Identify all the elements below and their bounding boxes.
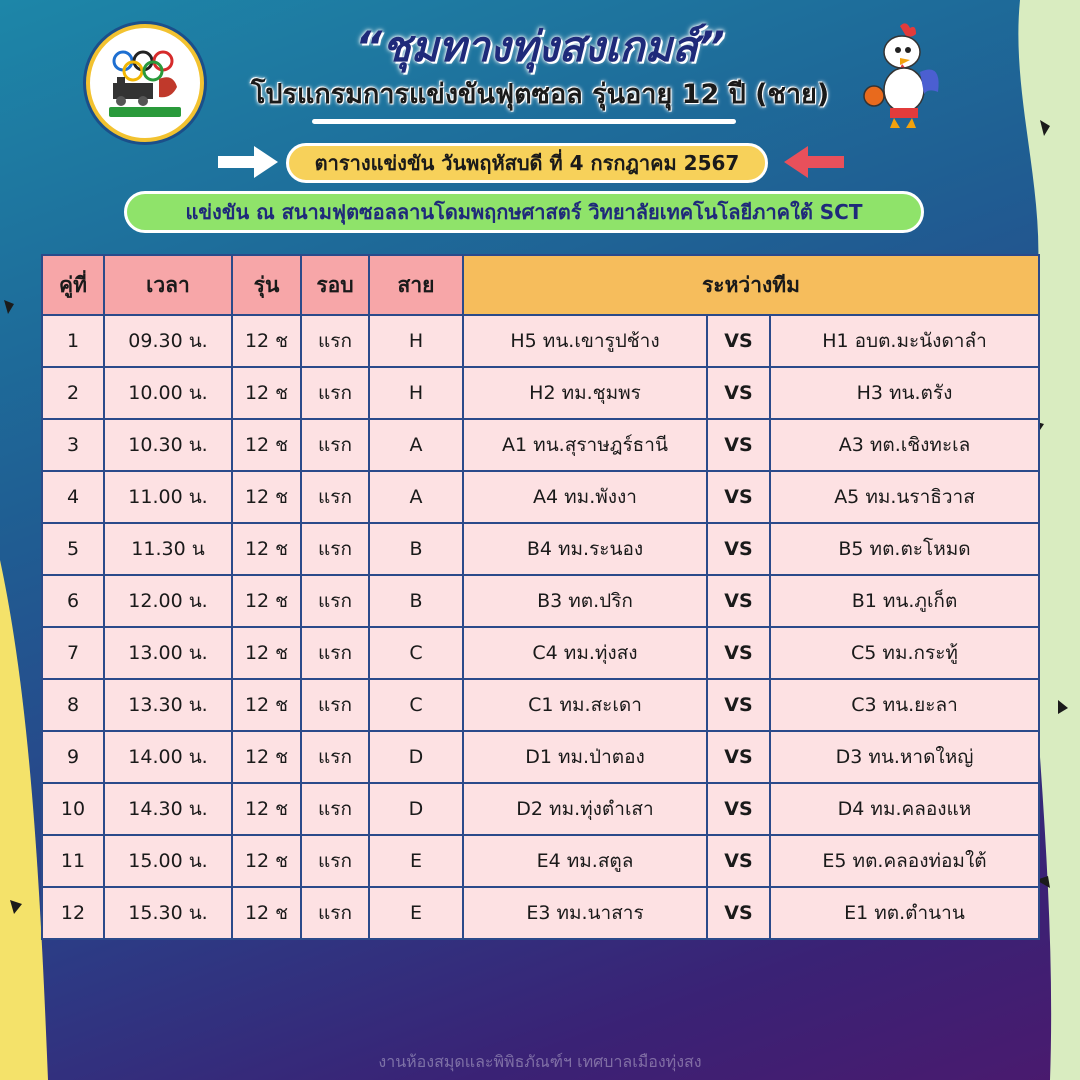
round-cell: แรก [301, 315, 369, 367]
table-row [42, 783, 1039, 835]
group-cell: D [369, 731, 463, 783]
team-b-cell: C5 ทม.กระทู้ [770, 627, 1039, 679]
vs-cell: VS [707, 679, 770, 731]
schedule-date-label: ตารางแข่งขัน วันพฤหัสบดี ที่ 4 กรกฎาคม 2567 [286, 143, 768, 183]
match-no-cell: 5 [42, 523, 104, 575]
team-b-cell: H3 ทน.ตรัง [770, 367, 1039, 419]
match-no-cell: 11 [42, 835, 104, 887]
match-no-cell: 12 [42, 887, 104, 939]
class-cell: 12 ช [232, 783, 301, 835]
time-cell: 15.00 น. [104, 835, 232, 887]
round-cell: แรก [301, 887, 369, 939]
table-row [42, 575, 1039, 627]
table-header-row [42, 255, 1039, 315]
team-a-cell: A4 ทม.พังงา [463, 471, 707, 523]
time-cell: 10.00 น. [104, 367, 232, 419]
program-subtitle: โปรแกรมการแข่งขันฟุตซอล รุ่นอายุ 12 ปี (ชาย) [250, 79, 830, 110]
table-row [42, 315, 1039, 367]
time-cell: 13.30 น. [104, 679, 232, 731]
group-cell: B [369, 523, 463, 575]
match-no-cell: 7 [42, 627, 104, 679]
class-cell: 12 ช [232, 367, 301, 419]
match-no-cell: 9 [42, 731, 104, 783]
time-cell: 14.30 น. [104, 783, 232, 835]
vs-cell: VS [707, 731, 770, 783]
round-cell: แรก [301, 575, 369, 627]
team-b-cell: D3 ทน.หาดใหญ่ [770, 731, 1039, 783]
group-cell: D [369, 783, 463, 835]
class-cell: 12 ช [232, 679, 301, 731]
team-b-cell: E5 ทต.คลองท่อมใต้ [770, 835, 1039, 887]
team-b-cell: A5 ทม.นราธิวาส [770, 471, 1039, 523]
event-title: “ชุมทางทุ่งสงเกมส์” [355, 22, 725, 71]
header-class: รุ่น [232, 255, 301, 315]
time-cell: 14.00 น. [104, 731, 232, 783]
vs-cell: VS [707, 575, 770, 627]
team-a-cell: B3 ทต.ปริก [463, 575, 707, 627]
table-row [42, 419, 1039, 471]
team-b-cell: B5 ทต.ตะโหมด [770, 523, 1039, 575]
header-group: สาย [369, 255, 463, 315]
team-a-cell: C1 ทม.สะเดา [463, 679, 707, 731]
time-cell: 10.30 น. [104, 419, 232, 471]
group-cell: B [369, 575, 463, 627]
team-b-cell: H1 อบต.มะนังดาลำ [770, 315, 1039, 367]
round-cell: แรก [301, 419, 369, 471]
match-no-cell: 4 [42, 471, 104, 523]
class-cell: 12 ช [232, 523, 301, 575]
team-a-cell: E4 ทม.สตูล [463, 835, 707, 887]
team-b-cell: A3 ทต.เชิงทะเล [770, 419, 1039, 471]
team-a-cell: D1 ทม.ป่าตอง [463, 731, 707, 783]
match-no-cell: 6 [42, 575, 104, 627]
group-cell: C [369, 679, 463, 731]
group-cell: A [369, 419, 463, 471]
round-cell: แรก [301, 627, 369, 679]
table-body [42, 315, 1039, 939]
team-a-cell: E3 ทม.นาสาร [463, 887, 707, 939]
team-a-cell: H2 ทม.ชุมพร [463, 367, 707, 419]
round-cell: แรก [301, 783, 369, 835]
team-b-cell: C3 ทน.ยะลา [770, 679, 1039, 731]
class-cell: 12 ช [232, 627, 301, 679]
match-no-cell: 10 [42, 783, 104, 835]
group-cell: H [369, 315, 463, 367]
group-cell: C [369, 627, 463, 679]
header-match-no: คู่ที่ [42, 255, 104, 315]
table-row [42, 887, 1039, 939]
venue-label: แข่งขัน ณ สนามฟุตซอลลานโดมพฤกษศาสตร์ วิทยาลัยเทคโนโลยีภาคใต้ SCT [124, 191, 924, 233]
match-no-cell: 3 [42, 419, 104, 471]
table-row [42, 835, 1039, 887]
team-b-cell: D4 ทม.คลองแห [770, 783, 1039, 835]
vs-cell: VS [707, 419, 770, 471]
time-cell: 11.00 น. [104, 471, 232, 523]
table-row [42, 731, 1039, 783]
match-no-cell: 8 [42, 679, 104, 731]
class-cell: 12 ช [232, 575, 301, 627]
arrow-right-icon [216, 142, 280, 182]
match-no-cell: 1 [42, 315, 104, 367]
table-row [42, 679, 1039, 731]
round-cell: แรก [301, 523, 369, 575]
group-cell: H [369, 367, 463, 419]
round-cell: แรก [301, 367, 369, 419]
class-cell: 12 ช [232, 471, 301, 523]
team-a-cell: H5 ทน.เขารูปช้าง [463, 315, 707, 367]
vs-cell: VS [707, 887, 770, 939]
class-cell: 12 ช [232, 731, 301, 783]
group-cell: E [369, 887, 463, 939]
team-b-cell: E1 ทต.ตำนาน [770, 887, 1039, 939]
class-cell: 12 ช [232, 315, 301, 367]
class-cell: 12 ช [232, 835, 301, 887]
team-a-cell: C4 ทม.ทุ่งสง [463, 627, 707, 679]
time-cell: 12.00 น. [104, 575, 232, 627]
header-time: เวลา [104, 255, 232, 315]
header-round: รอบ [301, 255, 369, 315]
match-schedule-table [41, 254, 1040, 940]
round-cell: แรก [301, 731, 369, 783]
time-cell: 13.00 น. [104, 627, 232, 679]
vs-cell: VS [707, 783, 770, 835]
arrow-left-icon [782, 142, 846, 182]
time-cell: 15.30 น. [104, 887, 232, 939]
group-cell: A [369, 471, 463, 523]
team-a-cell: A1 ทน.สุราษฎร์ธานี [463, 419, 707, 471]
vs-cell: VS [707, 835, 770, 887]
table-row [42, 367, 1039, 419]
vs-cell: VS [707, 367, 770, 419]
team-b-cell: B1 ทน.ภูเก็ต [770, 575, 1039, 627]
table-row [42, 627, 1039, 679]
round-cell: แรก [301, 471, 369, 523]
time-cell: 09.30 น. [104, 315, 232, 367]
table-row [42, 471, 1039, 523]
match-no-cell: 2 [42, 367, 104, 419]
vs-cell: VS [707, 627, 770, 679]
team-a-cell: D2 ทม.ทุ่งตำเสา [463, 783, 707, 835]
header-teams: ระหว่างทีม [463, 255, 1039, 315]
footer-credit: งานห้องสมุดและพิพิธภัณฑ์ฯ เทศบาลเมืองทุ่งสง [378, 1052, 702, 1071]
vs-cell: VS [707, 315, 770, 367]
vs-cell: VS [707, 523, 770, 575]
team-a-cell: B4 ทม.ระนอง [463, 523, 707, 575]
round-cell: แรก [301, 835, 369, 887]
group-cell: E [369, 835, 463, 887]
time-cell: 11.30 น [104, 523, 232, 575]
class-cell: 12 ช [232, 887, 301, 939]
subtitle-underline [312, 119, 736, 124]
vs-cell: VS [707, 471, 770, 523]
round-cell: แรก [301, 679, 369, 731]
class-cell: 12 ช [232, 419, 301, 471]
table-row [42, 523, 1039, 575]
